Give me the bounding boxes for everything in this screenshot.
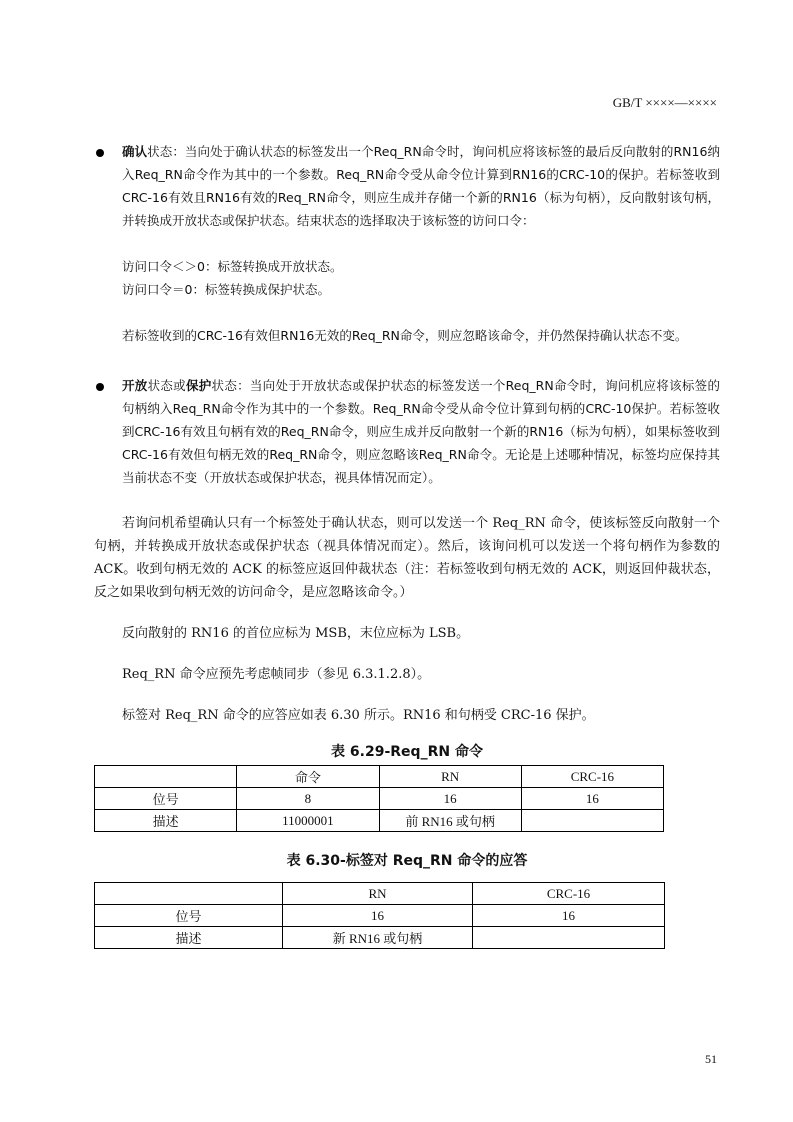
table-cell: 位号: [95, 905, 283, 927]
table-row: [95, 788, 664, 810]
table-6-29: [94, 765, 664, 832]
table-cell: 位号: [95, 788, 237, 810]
table-cell: 11000001: [237, 810, 379, 832]
table-cell: CRC-16: [521, 766, 663, 788]
table-cell: [95, 883, 283, 905]
table-cell: 16: [379, 788, 521, 810]
table-cell: 命令: [237, 766, 379, 788]
condition-open: 访问口令＜＞0：标签转换成开放状态。: [122, 259, 343, 274]
acknowledged-state-text: 状态：当向处于确认状态的标签发出一个Req_RN命令时，询问机应将该标签的最后反向散射的RN16纳入Req_RN命令作为其中的一个参数。Req_RN命令受从命令位计算到RN16的CRC-10的保护。若标签收到CRC-16有效且RN16有效的Req_RN命令，则应生成并存储一个新的RN16（标为句柄），反向散射该句柄，并转换成开放状态或保护状态。结束状态的选择取决于该标签的访问口令：: [122, 144, 720, 228]
table-cell: RN: [379, 766, 521, 788]
table-cell: 16: [473, 905, 665, 927]
table-cell: 新 RN16 或句柄: [283, 927, 473, 949]
table-row: [95, 905, 665, 927]
bullet-acknowledged-state: [94, 140, 720, 232]
term-secured: 保护: [185, 378, 212, 393]
paragraph-rn16-bit-order: 反向散射的 RN16 的首位应标为 MSB，末位应标为 LSB。: [122, 626, 470, 641]
table-cell: 前 RN16 或句柄: [379, 810, 521, 832]
table-cell: 16: [521, 788, 663, 810]
bullet-icon: [96, 149, 104, 157]
table-row: [95, 927, 665, 949]
bullet-open-secured-state: [94, 374, 720, 489]
table-6-30: [94, 882, 665, 949]
paragraph-tag-reply: 标签对 Req_RN 命令的应答应如表 6.30 所示。RN16 和句柄受 CRC-16 保护。: [122, 708, 595, 723]
table-cell: 8: [237, 788, 379, 810]
table-cell: 16: [283, 905, 473, 927]
paragraph-frame-sync: Req_RN 命令应预先考虑帧同步（参见 6.3.1.2.8）。: [122, 667, 431, 682]
paragraph-confirm-single-tag: 若询问机希望确认只有一个标签处于确认状态，则可以发送一个 Req_RN 命令，使该标签反向散射一个句柄，并转换成开放状态或保护状态（视具体情况而定）。然后，该询问机可以发送一个将句柄作为参数的 ACK。收到句柄无效的 ACK 的标签应返回仲裁状态（注：若标签收到句柄无效的 ACK，则返回仲裁状态，反之如果收到句柄无效的访问命令，是应忽略该命令。）: [94, 516, 720, 600]
condition-secured: 访问口令＝0：标签转换成保护状态。: [122, 282, 330, 297]
table-cell: 描述: [95, 927, 283, 949]
term-open: 开放: [122, 378, 148, 393]
table-6-29-caption: 表 6.29-Req_RN 命令: [331, 744, 483, 760]
document-code-header: GB/T ××××—××××: [612, 95, 717, 110]
state-or-text: 状态或: [147, 378, 186, 393]
table-header-row: [95, 766, 664, 788]
open-secured-state-text: 状态：当向处于开放状态或保护状态的标签发送一个Req_RN命令时，询问机应将该标签的句柄纳入Req_RN命令作为其中的一个参数。Req_RN命令受从命令位计算到句柄的CRC-10保护。若标签收到CRC-16有效且句柄有效的Req_RN命令，则应生成并反向散射一个新的RN16（标为句柄），如果标签收到CRC-16有效但句柄无效的Req_RN命令，则应忽略该Req_RN命令。无论是上述哪种情况，标签均应保持其当前状态不变（开放状态或保护状态，视具体情况而定）。: [122, 378, 720, 485]
invalid-rn16-note: 若标签收到的CRC-16有效但RN16无效的Req_RN命令，则应忽略该命令，并仍然保持确认状态不变。: [122, 328, 688, 343]
table-cell: CRC-16: [473, 883, 665, 905]
table-cell: [521, 810, 663, 832]
table-cell: RN: [283, 883, 473, 905]
table-header-row: [95, 883, 665, 905]
page-content: [94, 140, 720, 949]
table-cell: [473, 927, 665, 949]
table-cell: [95, 766, 237, 788]
table-cell: 描述: [95, 810, 237, 832]
table-6-30-caption: 表 6.30-标签对 Req_RN 命令的应答: [286, 853, 528, 869]
table-row: [95, 810, 664, 832]
term-acknowledged: 确认: [122, 144, 148, 159]
page-number: 51: [705, 1052, 717, 1066]
bullet-icon: [96, 383, 104, 391]
